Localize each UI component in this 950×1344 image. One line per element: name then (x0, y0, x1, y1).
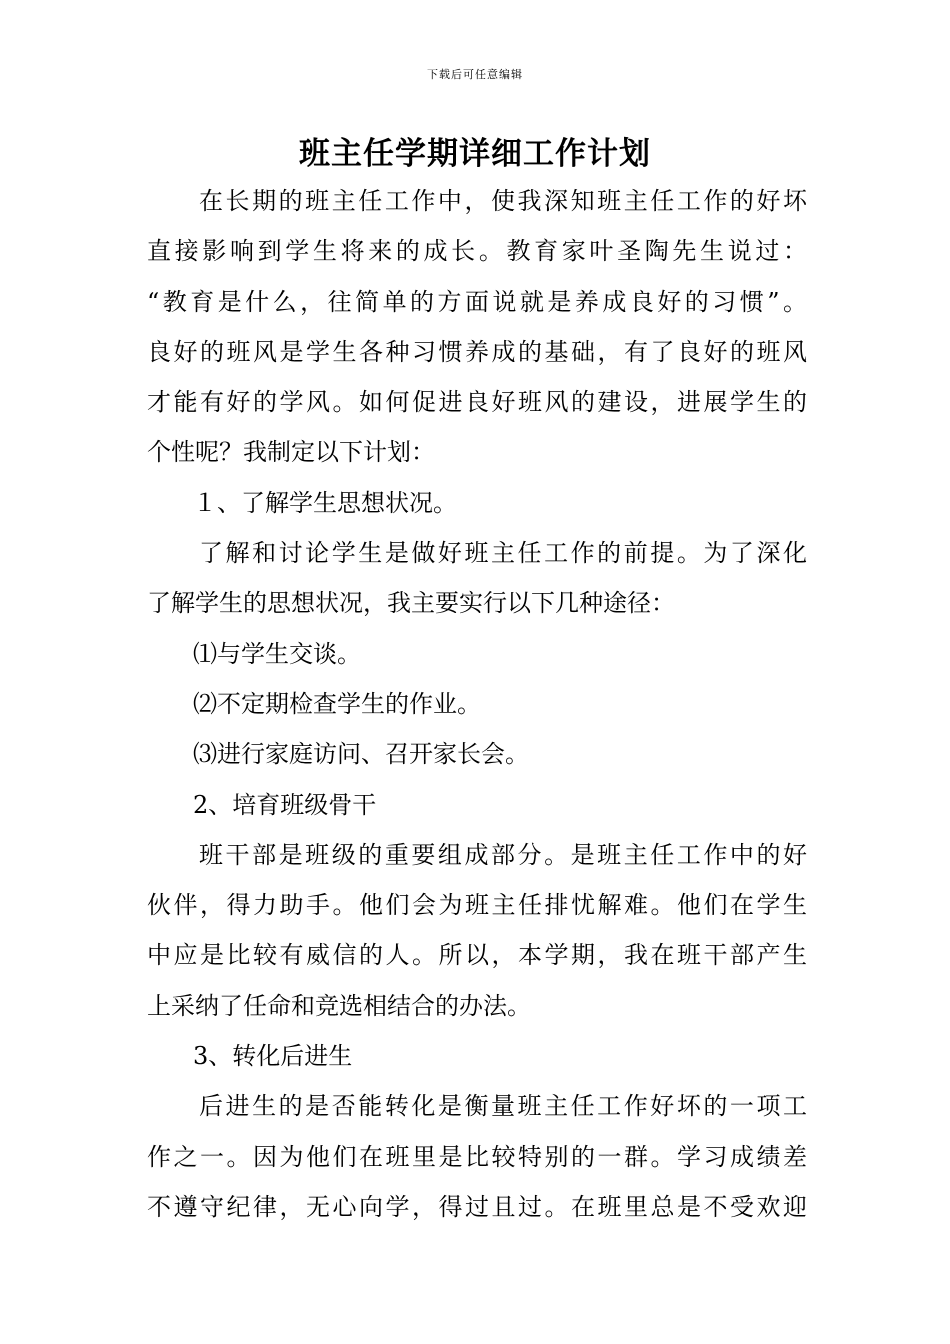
paragraph-line: 中应是比较有威信的人。所以，本学期，我在班干部产生 (147, 941, 807, 970)
paragraph-line: 不遵守纪律，无心向学，得过且过。在班里总是不受欢迎 (147, 1192, 807, 1221)
page-title: 班主任学期详细工作计划 (299, 136, 651, 172)
paragraph-line: 上采纳了任命和竞选相结合的办法。 (147, 991, 531, 1020)
section-heading: 3、转化后进生 (193, 1042, 353, 1071)
list-item: ⑵不定期检查学生的作业。 (193, 689, 481, 718)
paragraph-line: 在长期的班主任工作中，使我深知班主任工作的好坏 (199, 187, 807, 215)
paragraph-line: 直接影响到学生将来的成长。教育家叶圣陶先生说过： (147, 237, 807, 266)
paragraph-line: 了解和讨论学生是做好班主任工作的前提。为了深化 (199, 539, 807, 568)
paragraph-line: 才能有好的学风。如何促进良好班风的建设，进展学生的 (147, 388, 807, 417)
list-item: ⑴与学生交谈。 (193, 639, 361, 668)
paragraph-line: 班干部是班级的重要组成部分。是班主任工作中的好 (199, 840, 807, 869)
paragraph-line: 后进生的是否能转化是衡量班主任工作好坏的一项工 (199, 1092, 807, 1121)
paragraph-line: 良好的班风是学生各种习惯养成的基础，有了良好的班风 (147, 337, 807, 366)
paragraph-line: 作之一。因为他们在班里是比较特别的一群。学习成绩差 (147, 1142, 807, 1171)
paragraph-line: “教育是什么，往简单的方面说就是养成良好的习惯”。 (147, 287, 807, 316)
document-body (147, 176, 807, 1232)
header-note: 下载后可任意编辑 (427, 68, 523, 81)
section-heading: １、了解学生思想状况。 (193, 488, 457, 517)
paragraph-line: 伙伴，得力助手。他们会为班主任排忧解难。他们在学生 (147, 891, 807, 920)
section-heading: 2、培育班级骨干 (193, 790, 377, 819)
list-item: ⑶进行家庭访问、召开家长会。 (193, 740, 529, 769)
paragraph-line: 个性呢？我制定以下计划： (147, 438, 435, 467)
paragraph-line: 了解学生的思想状况，我主要实行以下几种途径： (147, 589, 675, 618)
